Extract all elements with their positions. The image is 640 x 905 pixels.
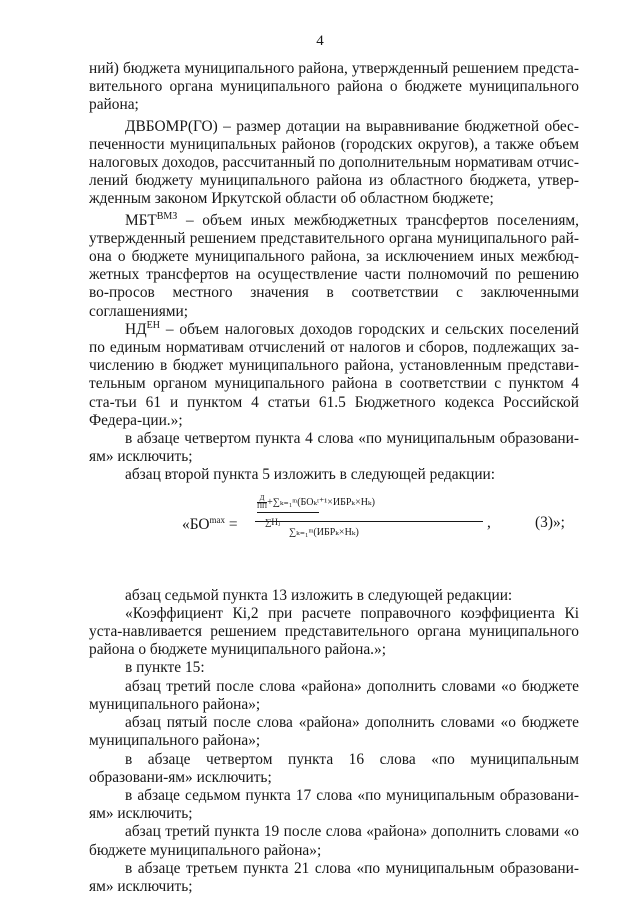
- paragraph-clause-13: абзац седьмой пункта 13 изложить в следующей редакции:: [125, 586, 513, 604]
- paragraph-clause-15-a3: абзац третий после слова «района» дополнить словами «о бюджете муниципального района»;: [89, 677, 579, 713]
- formula-3: [89, 493, 579, 551]
- paragraph-clause-17: в абзаце седьмом пункта 17 слова «по муниципальным образовани-ям» исключить;: [89, 786, 579, 823]
- formula-fraction-line: [255, 521, 483, 522]
- paragraph-dvbomr: ДВБОМР(ГО) – размер дотации на выравнивание бюджетной обес-печенности муниципальных районов (городских округов), а также объем налоговых доходов, рассчитанный по дополнительным нормативам отчис-лений бюджету муниципального района из областного бюджета, утвер-жденным законом Иркутской области об областном бюджете;: [89, 117, 579, 208]
- page-number: 4: [316, 33, 324, 49]
- term-nd-superscript: ЕН: [146, 319, 160, 331]
- paragraph-clause-4: в абзаце четвертом пункта 4 слова «по муниципальным образовани-ям» исключить;: [89, 430, 579, 466]
- formula-dpp-fraction: [257, 495, 267, 510]
- paragraph-clause-15-a5: абзац пятый после слова «района» дополнить словами «о бюджете муниципального района»;: [89, 714, 579, 750]
- paragraph-clause-16: в абзаце четвертом пункта 16 слова «по муниципальным образовани-ям» исключить;: [89, 750, 579, 786]
- paragraph-clause-15: в пункте 15:: [125, 659, 205, 677]
- term-mbt: МБТ: [125, 211, 157, 229]
- formula-number: (3)»;: [535, 513, 565, 531]
- formula-lhs-superscript: max: [209, 514, 226, 525]
- formula-comma: ,: [487, 513, 491, 531]
- paragraph-mbt: $МБТ^{ВМЗ}$ – объем иных межбюджетных трансфертов поселениям, утвержденный решением представительного органа муниципального рай-она о бюджете муниципального района, за исключением иных межбюд-жетных трансфертов на осуществление части полномочий по решению во-просов местного значения в соответствии с заключенными соглашениями;: [89, 210, 579, 320]
- paragraph-nd-text: объем налоговых доходов городских и сельских поселений по единым нормативам отчислений от налогов и сборов, подлежащих за-числению в бюджет муниципального района, установленным представи-тельным органом муниципального района в соответствии с пунктом 4 ста-тьи 61 и пунктом 4 статьи 61.5 Бюджетного кодекса Российской Федера-ции.»;: [89, 320, 579, 429]
- paragraph-clause-21: в абзаце третьем пункта 21 слова «по муниципальным образовани-ям» исключить;: [89, 859, 579, 895]
- paragraph-clause-19: абзац третий пункта 19 после слова «района» дополнить словами «о бюджете муниципального района»;: [89, 823, 579, 859]
- paragraph-1: ний) бюджета муниципального района, утвержденный решением предста-вительного органа муниципального района о бюджете муниципального района;: [89, 60, 579, 114]
- formula-equals: =: [228, 515, 238, 533]
- paragraph-nd: $НД^{ЕН}$ – объем налоговых доходов городских и сельских поселений по единым нормативам отчислений от налогов и сборов, подлежащих за-числению в бюджет муниципального района, установленным представи-тельным органом муниципального района в соответствии с пунктом 4 ста-тьи 61 и пунктом 4 статьи 61.5 Бюджетного кодекса Российской Федера-ции.»;: [89, 319, 579, 429]
- document-body: [89, 60, 579, 896]
- paragraph-clause-5: абзац второй пункта 5 изложить в следующей редакции:: [125, 466, 496, 484]
- formula-d: Д: [257, 495, 267, 503]
- formula-lhs: «$БО^{max}$ =: [182, 514, 238, 533]
- spacer: [89, 557, 579, 587]
- formula-pp: ПП: [257, 501, 268, 510]
- term-nd: НД: [125, 320, 147, 338]
- term-mbt-superscript: ВМЗ: [156, 210, 178, 222]
- formula-denominator: ∑ₖ₌₁ᵐ(ИБРₖ×Нₖ): [289, 526, 359, 538]
- formula-numerator: [257, 495, 375, 510]
- paragraph-mbt-text: объем иных межбюджетных трансфертов поселениям, утвержденный решением представительного органа муниципального рай-она о бюджете муниципального района, за исключением иных межбюд-жетных трансфертов на осуществление части полномочий по решению во-просов местного значения в соответствии с заключенными соглашениями;: [89, 211, 579, 320]
- formula-inner-denominator: ∑Hⱼ: [265, 516, 281, 527]
- formula-numerator-sum: +∑ₖ₌₁ᵐ(БОₖᵗ⁺¹×ИБРₖ×Нₖ): [267, 496, 375, 508]
- paragraph-coefficient: «Коэффициент Кi,2 при расчете поправочного коэффициента Кi уста-навливается решением представительного органа муниципального района о бюджете муниципального района.»;: [89, 604, 579, 659]
